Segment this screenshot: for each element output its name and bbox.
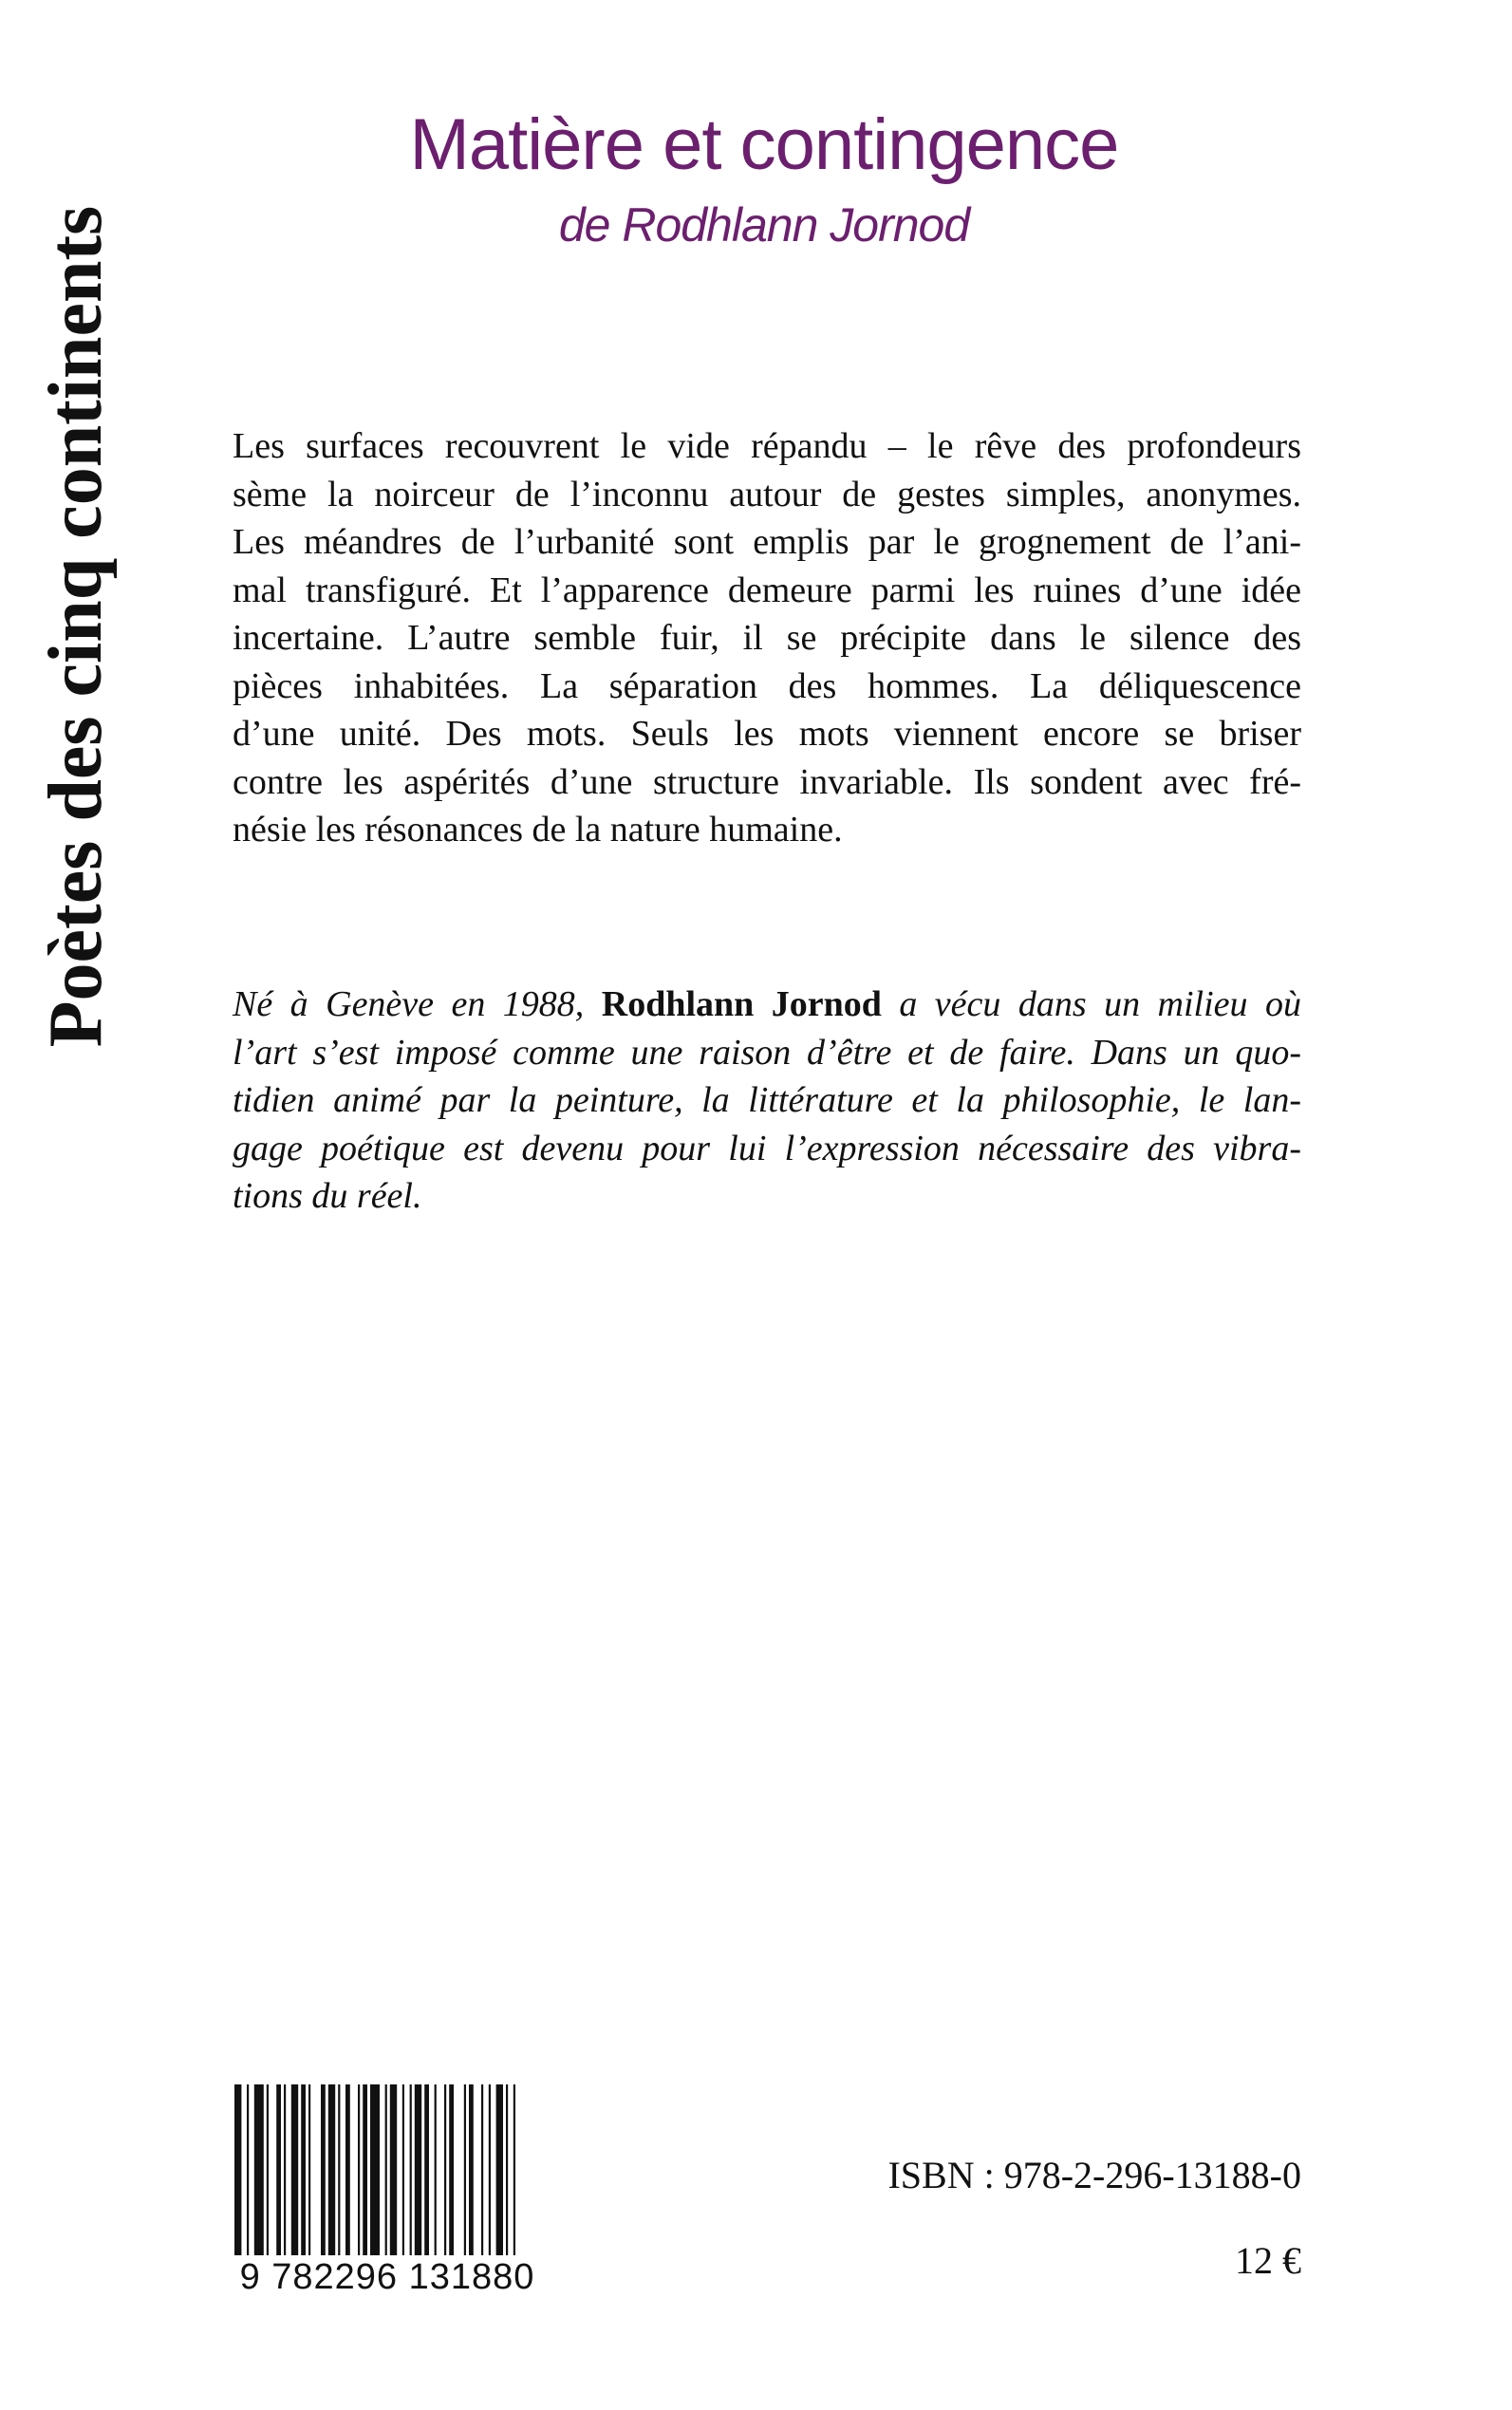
- bio-intro-end: a vécu dans un milieu où: [881, 984, 1301, 1024]
- summary-line: sème la noirceur de l’inconnu autour de gestes simples, anonymes.: [233, 474, 1301, 514]
- barcode-digits: 9 782296 131880: [239, 2257, 535, 2297]
- barcode-bar: [390, 2084, 397, 2255]
- isbn-number: ISBN : 978-2-296-13188-0: [887, 2154, 1301, 2196]
- barcode-bar: [254, 2084, 264, 2255]
- barcode-bar: [308, 2084, 310, 2255]
- barcode-bar: [267, 2084, 269, 2255]
- summary-line: d’une unité. Des mots. Seuls les mots viennent encore se briser: [233, 714, 1301, 754]
- series-name: Poètes des cinq continents: [34, 205, 118, 1048]
- barcode-bar: [301, 2084, 306, 2255]
- barcode-bar: [489, 2084, 491, 2255]
- summary-paragraph: [233, 422, 1301, 854]
- bio-line: [233, 981, 1301, 1029]
- summary-line: contre les aspérités d’une structure invariable. Ils sondent avec fré-: [233, 761, 1301, 802]
- bio-line: tions du réel.: [233, 1176, 422, 1216]
- barcode-bar: [435, 2084, 437, 2255]
- barcode-bar: [291, 2084, 298, 2255]
- bio-line: gage poétique est devenu pour lui l’expression nécessaire des vibra-: [233, 1128, 1301, 1168]
- barcode-bar: [424, 2084, 429, 2255]
- barcode-bar: [506, 2084, 508, 2255]
- barcode-image: [231, 2084, 544, 2255]
- book-author-subtitle: de Rodhlann Jornod: [558, 198, 970, 252]
- summary-line: pièces inhabitées. La séparation des hommes. La déliquescence: [233, 665, 1301, 706]
- barcode-bar: [464, 2084, 466, 2255]
- summary-line: Les méandres de l’urbanité sont emplis par le grognement de l’ani-: [233, 522, 1301, 562]
- barcode-bar: [469, 2084, 474, 2255]
- barcode-bar: [370, 2084, 380, 2255]
- bio-line: tidien animé par la peinture, la littérature et la philosophie, le lan-: [233, 1080, 1301, 1120]
- barcode-bar: [410, 2084, 412, 2255]
- bio-line: l’art s’est imposé comme une raison d’être et de faire. Dans un quo-: [233, 1032, 1301, 1073]
- barcode-bar: [496, 2084, 503, 2255]
- barcode-bar: [449, 2084, 454, 2255]
- barcode-bar: [284, 2084, 286, 2255]
- price: 12 €: [1235, 2239, 1301, 2282]
- barcode-bar: [513, 2084, 515, 2255]
- barcode-bar: [444, 2084, 446, 2255]
- barcode-bar: [338, 2084, 340, 2255]
- barcode-bar: [385, 2084, 387, 2255]
- barcode-bar: [402, 2084, 404, 2255]
- barcode-bar: [247, 2084, 249, 2255]
- barcode-bar: [328, 2084, 335, 2255]
- bio-intro: Né à Genève en 1988,: [233, 984, 602, 1024]
- spine-series-label: [33, 190, 119, 1063]
- barcode-bar: [415, 2084, 421, 2255]
- summary-line: mal transfiguré. Et l’apparence demeure parmi les ruines d’une idée: [233, 570, 1301, 610]
- bio-author-name: Rodhlann Jornod: [601, 984, 882, 1024]
- barcode-bar: [234, 2084, 241, 2255]
- barcode-bar: [345, 2084, 350, 2255]
- barcode-bar: [321, 2084, 326, 2255]
- barcode-bar: [363, 2084, 367, 2255]
- summary-line: Les surfaces recouvrent le vide répandu – le rêve des profondeurs: [233, 426, 1301, 466]
- barcode-bars: [231, 2084, 544, 2255]
- author-bio-paragraph: [233, 981, 1301, 1221]
- book-title: Matière et contingence: [409, 104, 1119, 185]
- summary-line: incertaine. L’autre semble fuir, il se précipite dans le silence des: [233, 618, 1301, 658]
- barcode-bar: [358, 2084, 360, 2255]
- summary-line: nésie les résonances de la nature humaine.: [233, 810, 843, 850]
- barcode-bar: [276, 2084, 281, 2255]
- barcode-bar: [481, 2084, 483, 2255]
